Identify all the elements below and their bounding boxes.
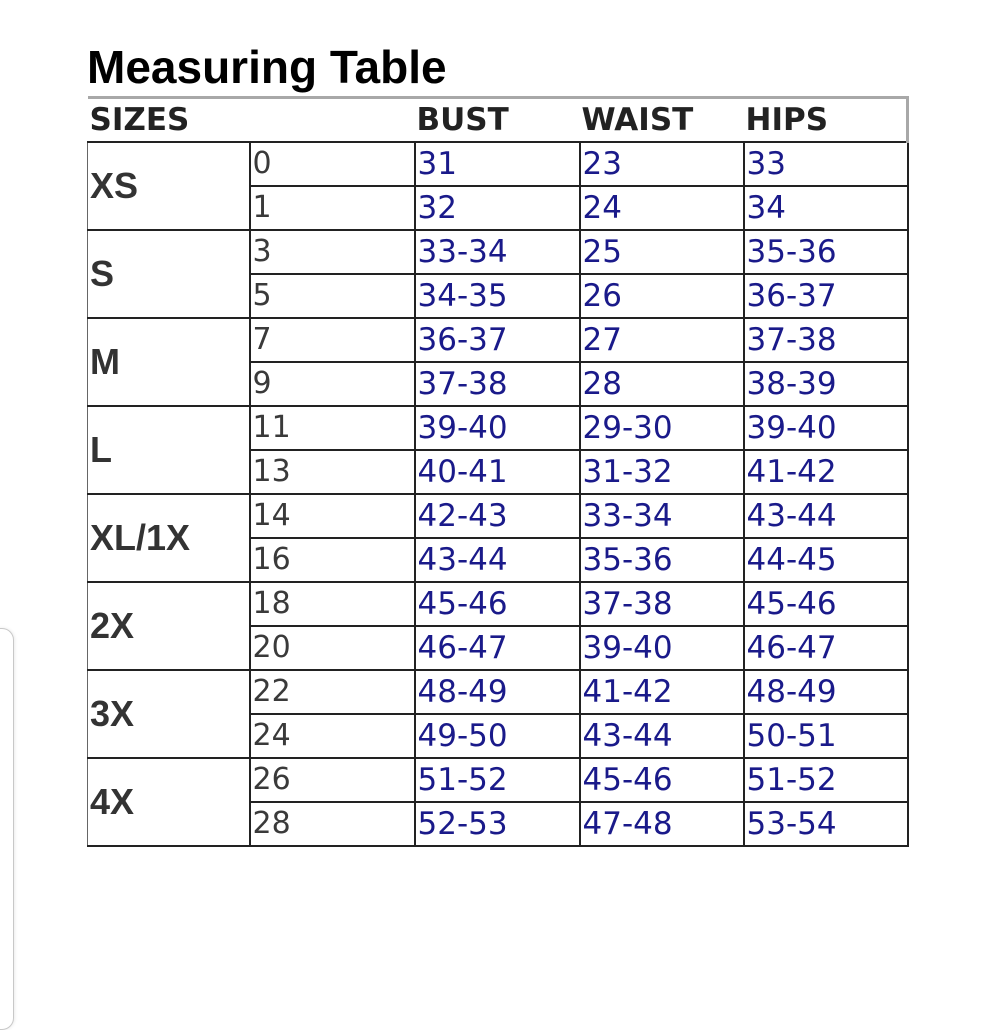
hips-cell: 34 <box>744 186 908 230</box>
size-number-cell: 3 <box>250 230 415 274</box>
hips-cell: 53-54 <box>744 802 908 846</box>
hips-cell: 45-46 <box>744 582 908 626</box>
side-panel-edge <box>0 628 14 1030</box>
header-hips: HIPS <box>744 98 908 143</box>
table-row <box>88 318 908 362</box>
waist-cell: 31-32 <box>580 450 744 494</box>
waist-cell: 39-40 <box>580 626 744 670</box>
measuring-table <box>87 96 909 847</box>
header-sizes: SIZES <box>88 98 250 143</box>
bust-cell: 49-50 <box>415 714 580 758</box>
table-row <box>88 582 908 626</box>
hips-cell: 36-37 <box>744 274 908 318</box>
hips-cell: 33 <box>744 142 908 186</box>
size-number-cell: 0 <box>250 142 415 186</box>
waist-cell: 29-30 <box>580 406 744 450</box>
hips-cell: 46-47 <box>744 626 908 670</box>
bust-cell: 42-43 <box>415 494 580 538</box>
size-label: XL/1X <box>88 494 250 582</box>
size-number-cell: 16 <box>250 538 415 582</box>
size-number-cell: 7 <box>250 318 415 362</box>
waist-cell: 23 <box>580 142 744 186</box>
size-number-cell: 13 <box>250 450 415 494</box>
bust-cell: 37-38 <box>415 362 580 406</box>
waist-cell: 27 <box>580 318 744 362</box>
bust-cell: 43-44 <box>415 538 580 582</box>
header-blank <box>250 98 415 143</box>
bust-cell: 40-41 <box>415 450 580 494</box>
hips-cell: 43-44 <box>744 494 908 538</box>
waist-cell: 33-34 <box>580 494 744 538</box>
waist-cell: 24 <box>580 186 744 230</box>
size-number-cell: 18 <box>250 582 415 626</box>
bust-cell: 39-40 <box>415 406 580 450</box>
hips-cell: 39-40 <box>744 406 908 450</box>
size-number-cell: 1 <box>250 186 415 230</box>
hips-cell: 48-49 <box>744 670 908 714</box>
size-number-cell: 14 <box>250 494 415 538</box>
size-number-cell: 9 <box>250 362 415 406</box>
header-bust: BUST <box>415 98 580 143</box>
waist-cell: 28 <box>580 362 744 406</box>
bust-cell: 34-35 <box>415 274 580 318</box>
waist-cell: 41-42 <box>580 670 744 714</box>
table-row <box>88 670 908 714</box>
table-row <box>88 758 908 802</box>
size-label: M <box>88 318 250 406</box>
hips-cell: 44-45 <box>744 538 908 582</box>
waist-cell: 35-36 <box>580 538 744 582</box>
bust-cell: 33-34 <box>415 230 580 274</box>
size-label: 2X <box>88 582 250 670</box>
bust-cell: 36-37 <box>415 318 580 362</box>
size-number-cell: 26 <box>250 758 415 802</box>
bust-cell: 51-52 <box>415 758 580 802</box>
hips-cell: 51-52 <box>744 758 908 802</box>
hips-cell: 50-51 <box>744 714 908 758</box>
size-label: S <box>88 230 250 318</box>
waist-cell: 47-48 <box>580 802 744 846</box>
size-number-cell: 24 <box>250 714 415 758</box>
waist-cell: 43-44 <box>580 714 744 758</box>
table-body <box>88 142 908 846</box>
waist-cell: 45-46 <box>580 758 744 802</box>
bust-cell: 48-49 <box>415 670 580 714</box>
hips-cell: 35-36 <box>744 230 908 274</box>
bust-cell: 52-53 <box>415 802 580 846</box>
hips-cell: 37-38 <box>744 318 908 362</box>
page-title: Measuring Table <box>87 41 447 93</box>
bust-cell: 45-46 <box>415 582 580 626</box>
table-row <box>88 230 908 274</box>
waist-cell: 37-38 <box>580 582 744 626</box>
bust-cell: 46-47 <box>415 626 580 670</box>
bust-cell: 31 <box>415 142 580 186</box>
hips-cell: 38-39 <box>744 362 908 406</box>
size-label: 3X <box>88 670 250 758</box>
size-label: XS <box>88 142 250 230</box>
hips-cell: 41-42 <box>744 450 908 494</box>
waist-cell: 25 <box>580 230 744 274</box>
waist-cell: 26 <box>580 274 744 318</box>
size-number-cell: 11 <box>250 406 415 450</box>
size-number-cell: 28 <box>250 802 415 846</box>
size-number-cell: 22 <box>250 670 415 714</box>
size-label: L <box>88 406 250 494</box>
size-number-cell: 20 <box>250 626 415 670</box>
size-number-cell: 5 <box>250 274 415 318</box>
bust-cell: 32 <box>415 186 580 230</box>
header-waist: WAIST <box>580 98 744 143</box>
table-row <box>88 494 908 538</box>
table-header-row <box>88 98 908 143</box>
table-row <box>88 142 908 186</box>
table-row <box>88 406 908 450</box>
size-label: 4X <box>88 758 250 846</box>
